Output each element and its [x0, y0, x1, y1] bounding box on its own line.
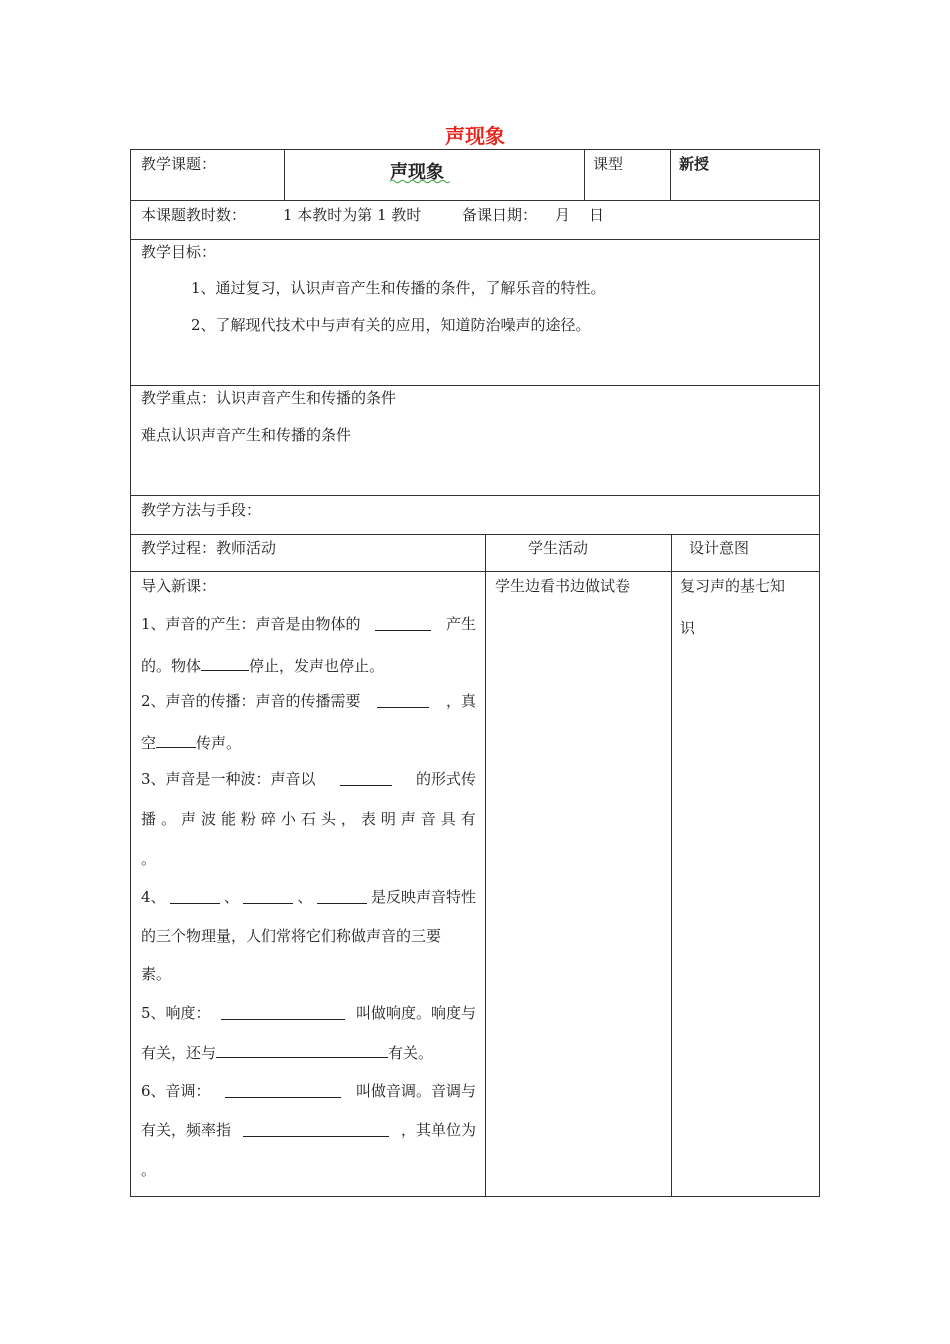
question-text: 叫做响度。响度与 [355, 1004, 476, 1022]
intro-label: 导入新课： [141, 577, 217, 595]
fill-blank[interactable] [170, 887, 220, 904]
question-text: 2、声音的传播：声音的传播需要 [141, 692, 361, 710]
design-intent-header: 设计意图 [689, 539, 750, 557]
question-text: 传声。 [196, 734, 242, 752]
question-text: 1、声音的产生：声音是由物体的 [141, 615, 361, 633]
question-char: 音 [420, 810, 436, 828]
teacher-activity-header: 教学过程：教师活动 [141, 539, 277, 557]
question-text: 的。物体 [141, 657, 202, 675]
question-line [141, 614, 476, 634]
question-char: 播 [141, 810, 157, 828]
topic-label: 教学课题： [141, 155, 217, 173]
question-text: 、 [297, 888, 313, 906]
question-char: 声 [400, 810, 416, 828]
fill-blank[interactable] [317, 887, 367, 904]
question-text: 产生 [445, 615, 476, 633]
question-char: ， [340, 810, 356, 828]
col-divider [670, 150, 671, 200]
objective-item: 2、了解现代技术中与声有关的应用，知道防治噪声的途径。 [191, 316, 591, 334]
fill-blank[interactable] [340, 769, 392, 786]
key-point: 教学重点：认识声音产生和传播的条件 [141, 389, 397, 407]
row-divider [131, 239, 819, 240]
question-text: 6、音调： [141, 1082, 211, 1100]
fill-blank[interactable] [201, 654, 249, 671]
question-char: 碎 [260, 810, 276, 828]
fill-blank[interactable] [156, 731, 196, 748]
lesson-text: 1 本教时为第 1 教时 [283, 206, 422, 224]
fill-blank[interactable] [375, 614, 431, 631]
prep-date-label: 备课日期： [462, 206, 538, 224]
difficult-point: 难点认识声音产生和传播的条件 [141, 426, 352, 444]
question-text: 的形式传 [415, 770, 476, 788]
question-text: 有关，还与 [141, 1044, 217, 1062]
question-line [141, 731, 476, 753]
row-divider [131, 534, 819, 535]
question-line [141, 809, 476, 829]
fill-blank[interactable] [221, 1003, 345, 1020]
question-char: 有 [460, 810, 476, 828]
design-intent: 识 [680, 619, 696, 637]
question-text: ，真 [445, 692, 476, 710]
question-char: 明 [380, 810, 396, 828]
question-line [141, 1120, 476, 1140]
question-text: 3、声音是一种波：声音以 [141, 770, 316, 788]
question-line [141, 769, 476, 789]
question-text: 有关，频率指 [141, 1121, 232, 1139]
question-text: 叫做音调。音调与 [355, 1082, 476, 1100]
question-text: 是反映声音特性 [370, 888, 476, 906]
question-char: 石 [300, 810, 316, 828]
question-char: 具 [440, 810, 456, 828]
type-label: 课型 [593, 155, 624, 173]
col-divider [485, 534, 486, 1196]
hours-label: 本课题教时数： [141, 206, 247, 224]
col-divider [284, 150, 285, 200]
question-char: 小 [280, 810, 296, 828]
page-title: 声现象 [445, 124, 505, 148]
question-text: 有关。 [388, 1044, 434, 1062]
topic-value: 声现象 [390, 162, 444, 183]
question-line: 的三个物理量，人们常将它们称做声音的三要 [141, 927, 442, 945]
question-line: 。 [141, 850, 157, 868]
row-divider [131, 385, 819, 386]
col-divider [584, 150, 585, 200]
type-value: 新授 [679, 155, 710, 173]
question-char: 粉 [240, 810, 256, 828]
question-char: 波 [200, 810, 216, 828]
question-text: 停止，发声也停止。 [249, 657, 385, 675]
question-text: ，其单位为 [400, 1121, 476, 1139]
question-text: 、 [224, 888, 240, 906]
student-activity-header: 学生活动 [528, 539, 589, 557]
prep-month: 月 [555, 206, 571, 224]
objective-item: 1、通过复习，认识声音产生和传播的条件，了解乐音的特性。 [191, 279, 606, 297]
row-divider [131, 495, 819, 496]
fill-blank[interactable] [377, 691, 429, 708]
question-char: 声 [180, 810, 196, 828]
col-divider [671, 534, 672, 1196]
question-char: 。 [160, 810, 176, 828]
design-intent: 复习声的基七知 [680, 577, 786, 595]
spellcheck-underline [390, 179, 450, 184]
question-char: 头 [320, 810, 336, 828]
question-line [141, 1081, 476, 1101]
question-text: 空 [141, 734, 157, 752]
question-char: 能 [220, 810, 236, 828]
question-text: 4、 [141, 888, 166, 906]
question-line [141, 654, 476, 676]
row-divider [131, 571, 819, 572]
objectives-label: 教学目标： [141, 243, 217, 261]
question-line [141, 691, 476, 711]
question-line [141, 1003, 476, 1023]
question-char: 表 [360, 810, 376, 828]
lesson-plan-table [130, 149, 820, 1197]
fill-blank[interactable] [243, 887, 293, 904]
question-line [141, 887, 476, 907]
question-line: 素。 [141, 965, 172, 983]
fill-blank[interactable] [216, 1041, 388, 1058]
fill-blank[interactable] [225, 1081, 341, 1098]
fill-blank[interactable] [243, 1120, 389, 1137]
prep-day: 日 [589, 206, 605, 224]
student-activity: 学生边看书边做试卷 [495, 577, 631, 595]
methods-label: 教学方法与手段： [141, 501, 262, 519]
row-divider [131, 200, 819, 201]
question-line [141, 1041, 476, 1063]
question-text: 5、响度： [141, 1004, 211, 1022]
question-line: 。 [141, 1161, 157, 1179]
